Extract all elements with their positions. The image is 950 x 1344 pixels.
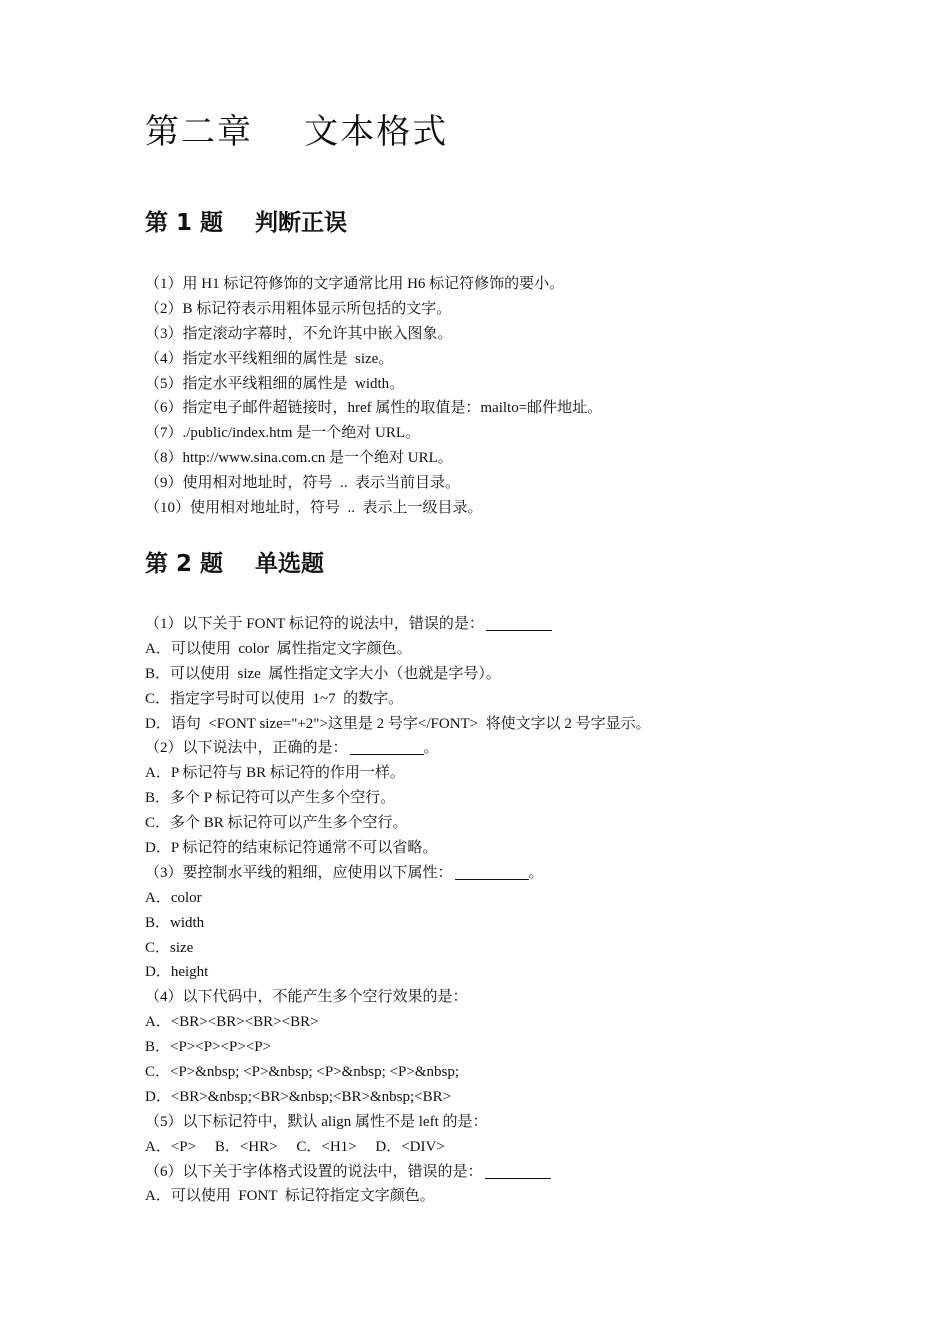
line-text: C．size: [145, 939, 194, 956]
answer-option: [145, 761, 651, 786]
answer-option: [145, 1010, 651, 1035]
line-text: B．可以使用 size 属性指定文字大小（也就是字号）。: [145, 665, 501, 682]
section-2-title: 第 2 题 单选题: [145, 551, 325, 577]
question-item: （9）使用相对地址时，符号 .. 表示当前目录。: [145, 475, 461, 492]
line-text: A．color: [145, 889, 202, 906]
answer-option: [145, 811, 651, 836]
question-item: （5）指定水平线粗细的属性是 width。: [145, 375, 405, 392]
line-text: （3）要控制水平线的粗细，应使用以下属性：: [145, 864, 453, 881]
question-item: （7）./public/index.htm 是一个绝对 URL。: [145, 425, 420, 442]
question-item: （8）http://www.sina.com.cn 是一个绝对 URL。: [145, 450, 453, 467]
line-text: A．P 标记符与 BR 标记符的作用一样。: [145, 765, 405, 782]
line-text: B．width: [145, 914, 205, 931]
answer-option: [145, 960, 651, 985]
section-1-title: 第 1 题 判断正误: [145, 210, 348, 236]
question-item: （1）用 H1 标记符修饰的文字通常比用 H6 标记符修饰的要小。: [145, 276, 565, 292]
answer-option: [145, 1035, 651, 1060]
answer-option: [145, 1135, 651, 1160]
trailing-punctuation: 。: [423, 740, 439, 757]
line-text: C．多个 BR 标记符可以产生多个空行。: [145, 815, 408, 832]
answer-blank: [455, 862, 529, 880]
answer-option: [145, 1184, 651, 1209]
answer-option: [145, 836, 651, 861]
question-stem: [145, 1160, 651, 1185]
question-item: （6）指定电子邮件超链接时，href 属性的取值是：mailto=邮件地址。: [145, 400, 603, 417]
answer-option: [145, 712, 651, 737]
answer-option: [145, 936, 651, 961]
question-stem: [145, 736, 651, 761]
answer-blank: [350, 737, 424, 755]
line-text: C．<P>&nbsp; <P>&nbsp; <P>&nbsp; <P>&nbsp;: [145, 1064, 459, 1081]
question-stem: [145, 1110, 651, 1135]
line-text: （4）以下代码中，不能产生多个空行效果的是：: [145, 989, 468, 1006]
line-text: （1）以下关于 FONT 标记符的说法中，错误的是：: [145, 616, 484, 632]
answer-option: [145, 1085, 651, 1110]
line-text: C．指定字号时可以使用 1~7 的数字。: [145, 690, 404, 707]
question-item: （2）B 标记符表示用粗体显示所包括的文字。: [145, 300, 452, 317]
answer-option: [145, 911, 651, 936]
line-text: D．语句 <FONT size="+2">这里是 2 号字</FONT> 将使文字以 2 号字显示。: [145, 715, 651, 732]
line-text: B．多个 P 标记符可以产生多个空行。: [145, 790, 396, 807]
line-text: （5）以下标记符中，默认 align 属性不是 left 的是：: [145, 1113, 488, 1130]
true-false-question-list: [145, 272, 602, 521]
line-text: D．<BR>&nbsp;<BR>&nbsp;<BR>&nbsp;<BR>: [145, 1088, 452, 1105]
answer-blank: [485, 1161, 551, 1179]
question-stem: [145, 985, 651, 1010]
line-text: （6）以下关于字体格式设置的说法中，错误的是：: [145, 1163, 483, 1180]
line-text: D．height: [145, 964, 209, 981]
answer-option: [145, 786, 651, 811]
single-choice-question-list: [145, 612, 651, 1209]
line-text: A．可以使用 color 属性指定文字颜色。: [145, 640, 412, 657]
line-text: B．<P><P><P><P>: [145, 1039, 272, 1056]
question-stem: [145, 861, 651, 886]
answer-option: [145, 1060, 651, 1085]
answer-option: [145, 687, 651, 712]
answer-option: [145, 886, 651, 911]
question-item: （3）指定滚动字幕时，不允许其中嵌入图象。: [145, 325, 453, 342]
answer-blank: [486, 613, 552, 631]
line-text: A．可以使用 FONT 标记符指定文字颜色。: [145, 1188, 435, 1205]
question-item: （10）使用相对地址时，符号 .. 表示上一级目录。: [145, 500, 483, 517]
chapter-title: 第二章 文本格式: [145, 112, 449, 152]
question-item: （4）指定水平线粗细的属性是 size。: [145, 350, 394, 367]
trailing-punctuation: 。: [528, 864, 544, 881]
line-text: D．P 标记符的结束标记符通常不可以省略。: [145, 840, 438, 857]
answer-option: [145, 637, 651, 662]
answer-option: [145, 662, 651, 687]
line-text: （2）以下说法中，正确的是：: [145, 740, 348, 757]
line-text: A．<P> B．<HR> C．<H1> D．<DIV>: [145, 1138, 445, 1155]
question-stem: [145, 612, 651, 637]
line-text: A．<BR><BR><BR><BR>: [145, 1014, 319, 1031]
